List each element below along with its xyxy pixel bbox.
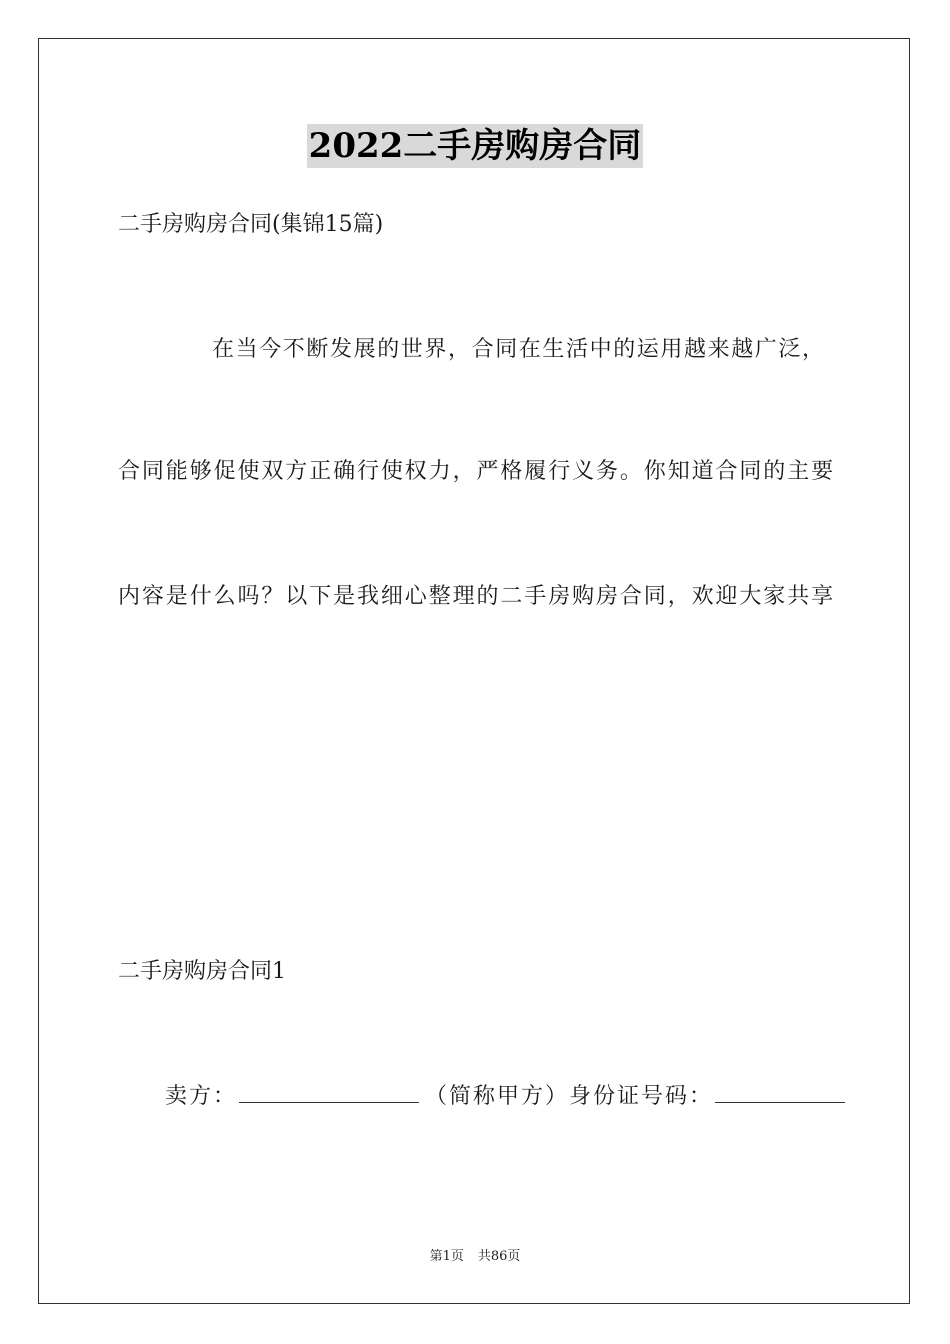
seller-id-label: （简称甲方）身份证号码： — [425, 1084, 714, 1109]
page-total: 共86页 — [477, 1249, 521, 1264]
seller-name-blank — [239, 1082, 419, 1103]
intro-line-1: 在当今不断发展的世界，合同在生活中的运用越来越广泛， — [212, 337, 826, 362]
seller-label: 卖方： — [165, 1084, 238, 1109]
seller-id-blank — [715, 1082, 845, 1103]
section-heading: 二手房购房合同1 — [118, 959, 286, 984]
intro-line-3: 内容是什么吗？以下是我细心整理的二手房购房合同，欢迎大家共享 — [118, 584, 836, 609]
document-title: 2022二手房购房合同 — [308, 126, 642, 166]
document-subtitle: 二手房购房合同(集锦15篇) — [118, 212, 384, 237]
intro-line-2: 合同能够促使双方正确行使权力，严格履行义务。你知道合同的主要 — [118, 459, 836, 484]
seller-line — [165, 1082, 845, 1112]
page-number: 第1页 — [429, 1249, 464, 1264]
page-footer — [0, 1248, 950, 1266]
title-wrapper — [0, 124, 950, 168]
